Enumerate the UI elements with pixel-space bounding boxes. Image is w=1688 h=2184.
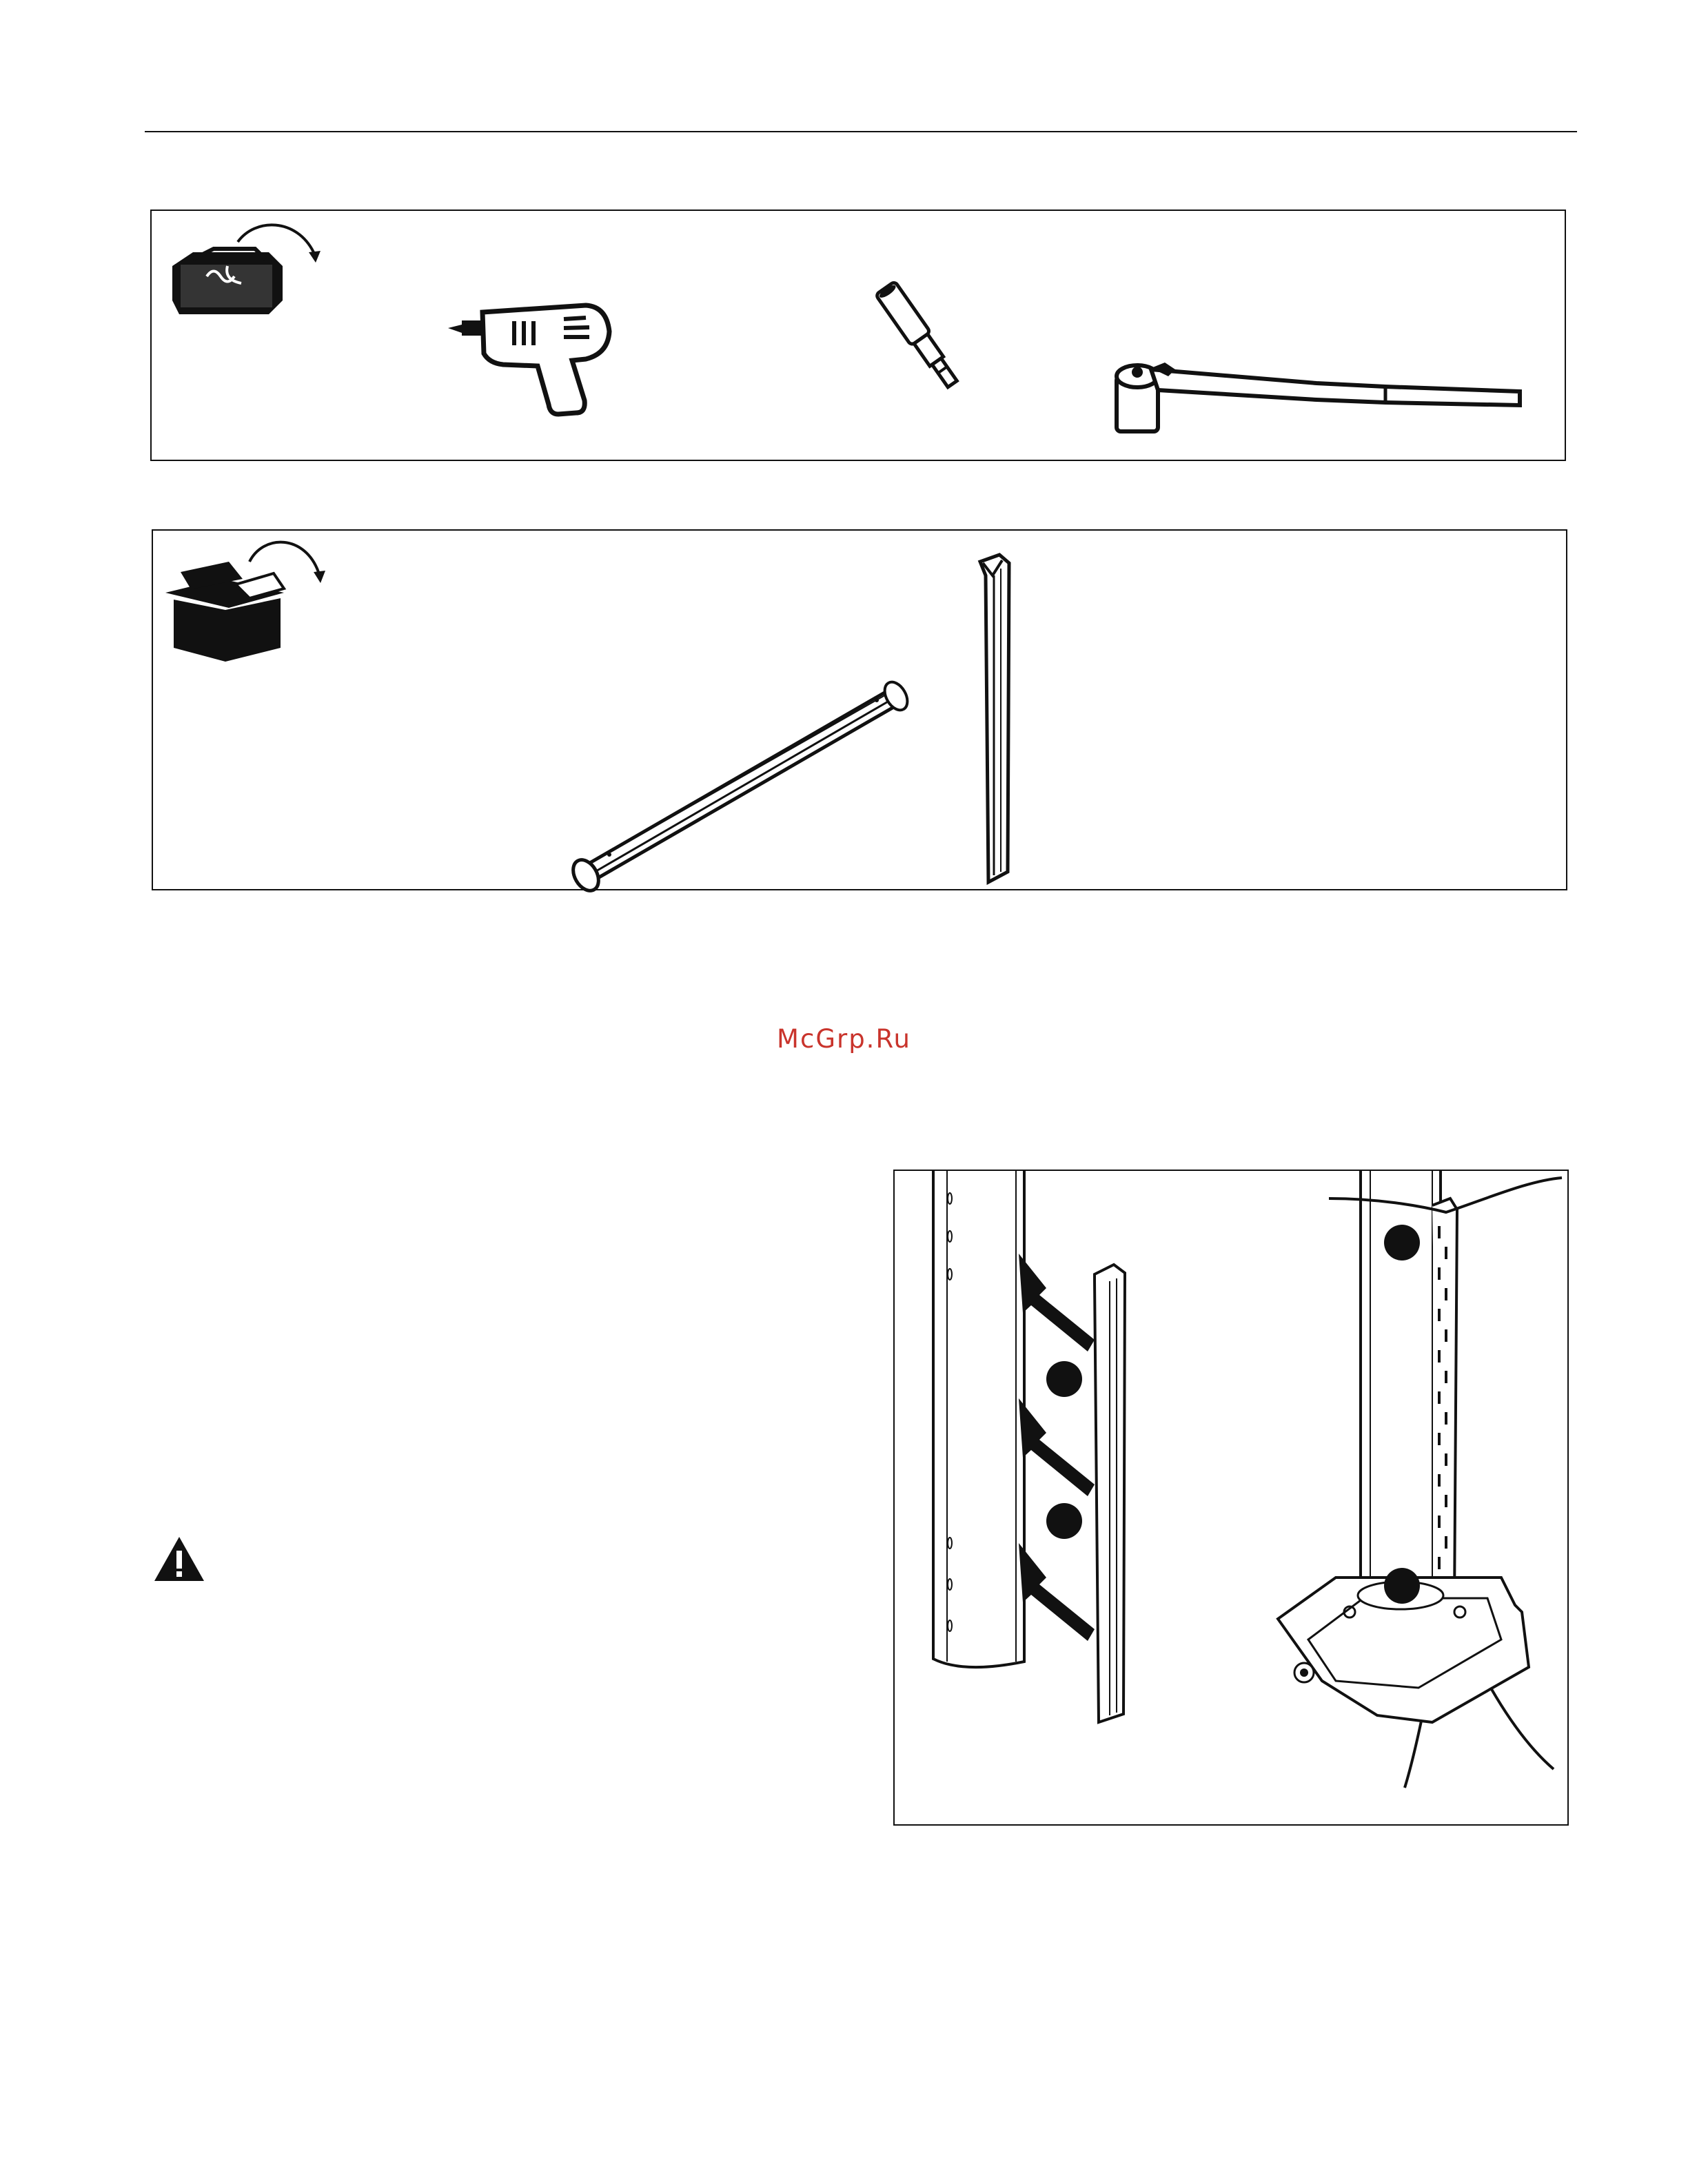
callout-1 [1046,1361,1082,1397]
figure-panel [893,1170,1569,1826]
watermark: McGrp.Ru [777,1024,911,1054]
magnetic-bit-holder-icon [855,276,993,414]
callout-2 [1046,1503,1082,1539]
ratchet-wrench-icon [1110,356,1537,459]
warning-icon [153,1535,205,1582]
parts-panel [152,529,1567,890]
cable-cover-part [966,555,1049,899]
installation-figure [895,1171,1570,1826]
box-icon [153,531,332,669]
toolbox-icon [152,211,331,349]
tools-panel [150,210,1566,461]
header-rule [145,131,1577,132]
extension-column-part [415,593,980,910]
callout-4 [1384,1568,1420,1604]
callout-3 [1384,1225,1420,1261]
drill-icon [448,290,627,428]
